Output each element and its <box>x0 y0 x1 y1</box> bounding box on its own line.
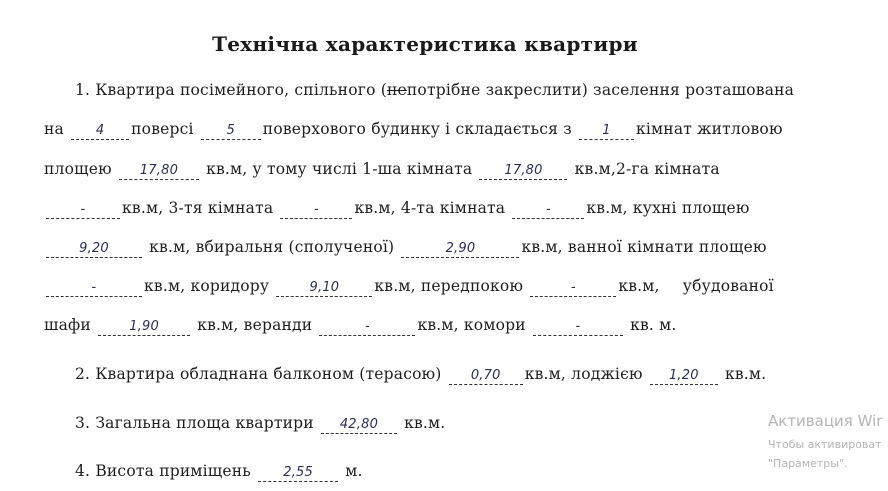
label: кв.м, веранди <box>197 316 313 334</box>
room3-value: - <box>280 202 352 219</box>
label: кв.м, лоджією <box>524 365 643 383</box>
label: кв. м. <box>630 316 677 334</box>
label: поверхового будинку і складається з <box>262 120 572 138</box>
label: кв.м, вбиральня (сполученої) <box>149 238 395 256</box>
item1-text: 1. Квартира посімейного, спільного ( <box>75 81 387 99</box>
label: кв.м, кухні площею <box>586 199 750 217</box>
label: на <box>44 120 64 138</box>
rooms-count-value: 1 <box>579 123 634 140</box>
item2-line <box>75 364 766 385</box>
balcony-value: 0,70 <box>449 368 523 385</box>
item3-text: 3. Загальна площа квартири <box>75 414 314 432</box>
label: кв.м, комори <box>417 316 526 334</box>
kitchen-value: 9,20 <box>46 241 142 258</box>
total-area-value: 42,80 <box>321 417 397 434</box>
activation-watermark-line1: Чтобы активироват <box>768 438 882 451</box>
document-title: Технічна характеристика квартири <box>212 32 638 56</box>
label: м. <box>345 462 363 480</box>
floor-value: 4 <box>71 123 129 140</box>
item1-line6 <box>44 276 774 297</box>
label: кв.м,2-га кімната <box>574 160 720 178</box>
room2-value: - <box>46 202 120 219</box>
ceiling-height-value: 2,55 <box>258 465 338 482</box>
storage-value: - <box>533 319 623 336</box>
label: кв.м, 4-та кімната <box>354 199 506 217</box>
label: шафи <box>44 316 91 334</box>
item1-line1 <box>75 80 794 100</box>
item3-line <box>75 413 445 434</box>
bathroom-value: - <box>46 280 142 297</box>
label: кв.м, ванної кімнати площею <box>521 238 767 256</box>
toilet-value: 2,90 <box>401 241 519 258</box>
corridor-value: 9,10 <box>276 280 372 297</box>
label: кв.м, коридору <box>144 277 270 295</box>
item1-line5 <box>44 237 767 258</box>
living-area-value: 17,80 <box>119 163 199 180</box>
loggia-value: 1,20 <box>650 368 718 385</box>
label: кв.м, передпокою <box>374 277 524 295</box>
item4-text: 4. Висота приміщень <box>75 462 251 480</box>
item1-line2 <box>44 119 783 140</box>
label: кв.м, 3-тя кімната <box>122 199 274 217</box>
label: кімнат житловою <box>635 120 783 138</box>
label: кв.м. <box>724 365 767 383</box>
item1-text-rest: потрібне закреслити) заселення розташована <box>406 81 795 99</box>
room4-value: - <box>512 202 584 219</box>
struck-out-text: не <box>386 81 407 99</box>
room1-value: 17,80 <box>479 163 567 180</box>
label: кв.м, <box>618 277 660 295</box>
activation-watermark-line2: "Параметры". <box>768 457 848 470</box>
label: кв.м, у тому числі 1-ша кімната <box>206 160 473 178</box>
veranda-value: - <box>319 319 415 336</box>
item1-line4 <box>44 198 750 219</box>
item1-line7 <box>44 315 677 336</box>
label: поверсі <box>131 120 194 138</box>
label: кв.м. <box>404 414 446 432</box>
label: убудованої <box>682 277 774 295</box>
closet-value: 1,90 <box>98 319 190 336</box>
activation-watermark-title: Активация Wir <box>768 412 883 430</box>
item1-line3 <box>44 159 720 180</box>
hallway-value: - <box>530 280 616 297</box>
item2-text: 2. Квартира обладнана балконом (терасою) <box>75 365 442 383</box>
label: площею <box>44 160 112 178</box>
item4-line <box>75 461 363 482</box>
floors-total-value: 5 <box>201 123 261 140</box>
